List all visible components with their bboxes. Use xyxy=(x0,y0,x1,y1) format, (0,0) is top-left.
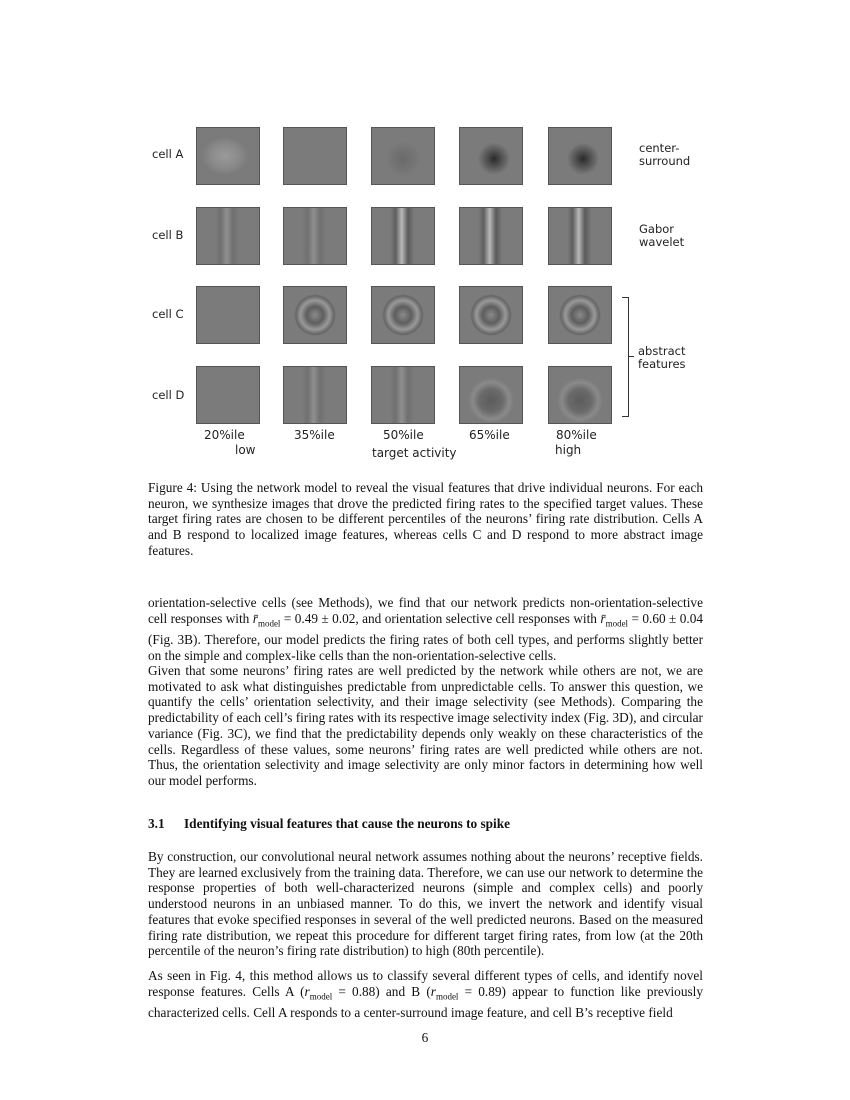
label-line: surround xyxy=(639,154,691,168)
bracket-tick xyxy=(629,356,634,357)
math: r̄ xyxy=(600,610,606,626)
label-line: Gabor xyxy=(639,222,675,236)
label-line: center- xyxy=(639,141,680,155)
image-panel xyxy=(548,207,612,265)
axis-title: target activity xyxy=(372,446,457,460)
image-panel xyxy=(283,127,347,185)
row-label-cell-a: cell A xyxy=(152,147,184,161)
section-number: 3.1 xyxy=(148,816,165,831)
figure-caption: Figure 4: Using the network model to reveal the visual features that drive individual neurons. For each neuron, we synthesize images that drove the predicted firing rates to the specified target values. These target firing rates are chosen to be different percentiles of the neurons’ firing rate distribution. Cells A and B respond to localized image features, whereas cells C and D respond to more abstract image features. xyxy=(148,480,703,558)
image-panel xyxy=(283,207,347,265)
math-sub: model xyxy=(605,618,629,629)
label-line: features xyxy=(638,357,686,371)
image-panel xyxy=(283,286,347,344)
row-label-cell-b: cell B xyxy=(152,228,184,242)
image-panel xyxy=(548,127,612,185)
text: = 0.49 ± 0.02, and orientation selective cell responses with xyxy=(280,610,601,626)
image-panel xyxy=(283,366,347,424)
paragraph: By construction, our convolutional neural network assumes nothing about the neurons’ receptive fields. They are learned exclusively from the training data. Therefore, we can use our network to determine the response properties of both well-characterized neurons (simple and complex cells) and poorly understood neurons in an unbiased manner. To do this, we invert the network and identify visual features that evoke specified responses in several of the well predicted neurons. Based on the measured firing rate distribution, we repeat this procedure for different target firing rates, from low (at the 20th percentile of the neuron’s firing rate distribution) to high (80th percentile). xyxy=(148,849,703,959)
text: = 0.88) and B ( xyxy=(332,983,431,999)
math-sub: model xyxy=(435,991,459,1002)
math: r xyxy=(304,983,310,999)
image-panel xyxy=(459,127,523,185)
section-heading xyxy=(148,816,510,832)
figure-4 xyxy=(140,120,700,465)
page-number: 6 xyxy=(421,1030,429,1045)
label-line: wavelet xyxy=(639,235,685,249)
image-panel xyxy=(371,366,435,424)
text: orientation-selective cells (see Methods), we find that our network predicts non-orientation-selective cell responses with xyxy=(148,595,703,626)
image-panel xyxy=(459,366,523,424)
column-label: 80%ile xyxy=(556,428,597,442)
column-label: 35%ile xyxy=(294,428,335,442)
text: = 0.60 ± 0.04 (Fig. 3B). Therefore, our model predicts the firing rates of both cell types, and performs slightly better on the simple and complex-like cells than the non-orientation-selective cells. xyxy=(148,610,704,663)
image-panel xyxy=(371,127,435,185)
column-label: 65%ile xyxy=(469,428,510,442)
image-panel xyxy=(371,286,435,344)
axis-low-label: low xyxy=(235,443,256,457)
row-label-cell-c: cell C xyxy=(152,307,184,321)
paragraph xyxy=(148,595,703,663)
image-panel xyxy=(459,286,523,344)
label-gabor-wavelet xyxy=(639,223,684,249)
column-label: 50%ile xyxy=(383,428,424,442)
row-label-cell-d: cell D xyxy=(152,388,185,402)
text: = 0.89) appear to function like previously characterized cells. Cell A responds to a center-surround image feature, and cell B’s receptive field xyxy=(148,983,703,1021)
math: r̄ xyxy=(252,610,258,626)
text: As seen in Fig. 4, this method allows us to classify several different types of cells, and identify novel response features. Cells A ( xyxy=(148,968,703,999)
bracket xyxy=(622,297,629,417)
math-sub: model xyxy=(257,618,281,629)
image-panel xyxy=(459,207,523,265)
axis-high-label: high xyxy=(555,443,582,457)
image-panel xyxy=(196,366,260,424)
image-panel xyxy=(548,286,612,344)
math-sub: model xyxy=(309,991,333,1002)
math: r xyxy=(430,983,436,999)
image-panel xyxy=(548,366,612,424)
label-line: abstract xyxy=(638,344,686,358)
label-abstract-features xyxy=(638,345,686,371)
column-label: 20%ile xyxy=(204,428,245,442)
paragraph: Given that some neurons’ firing rates are well predicted by the network while others are not, we are motivated to ask what distinguishes predictable from unpredictable cells. To answer this question, we quantify the cells’ orientation selectivity, and their image selectivity (see Methods). Comparing the predictability of each cell’s firing rates with its respective image selectivity index (Fig. 3D), and circular variance (Fig. 3C), we find that the predictability depends only weakly on these characteristics of the cells. Regardless of these values, some neurons’ firing rates are well predicted while others are not. Thus, the orientation selectivity and image selectivity are only minor factors in determining how well our model performs. xyxy=(148,663,703,788)
paragraph xyxy=(148,968,703,1021)
section-title: Identifying visual features that cause the neurons to spike xyxy=(184,816,511,831)
image-panel xyxy=(196,207,260,265)
image-panel xyxy=(196,286,260,344)
image-panel xyxy=(371,207,435,265)
label-center-surround xyxy=(639,142,690,168)
image-panel xyxy=(196,127,260,185)
